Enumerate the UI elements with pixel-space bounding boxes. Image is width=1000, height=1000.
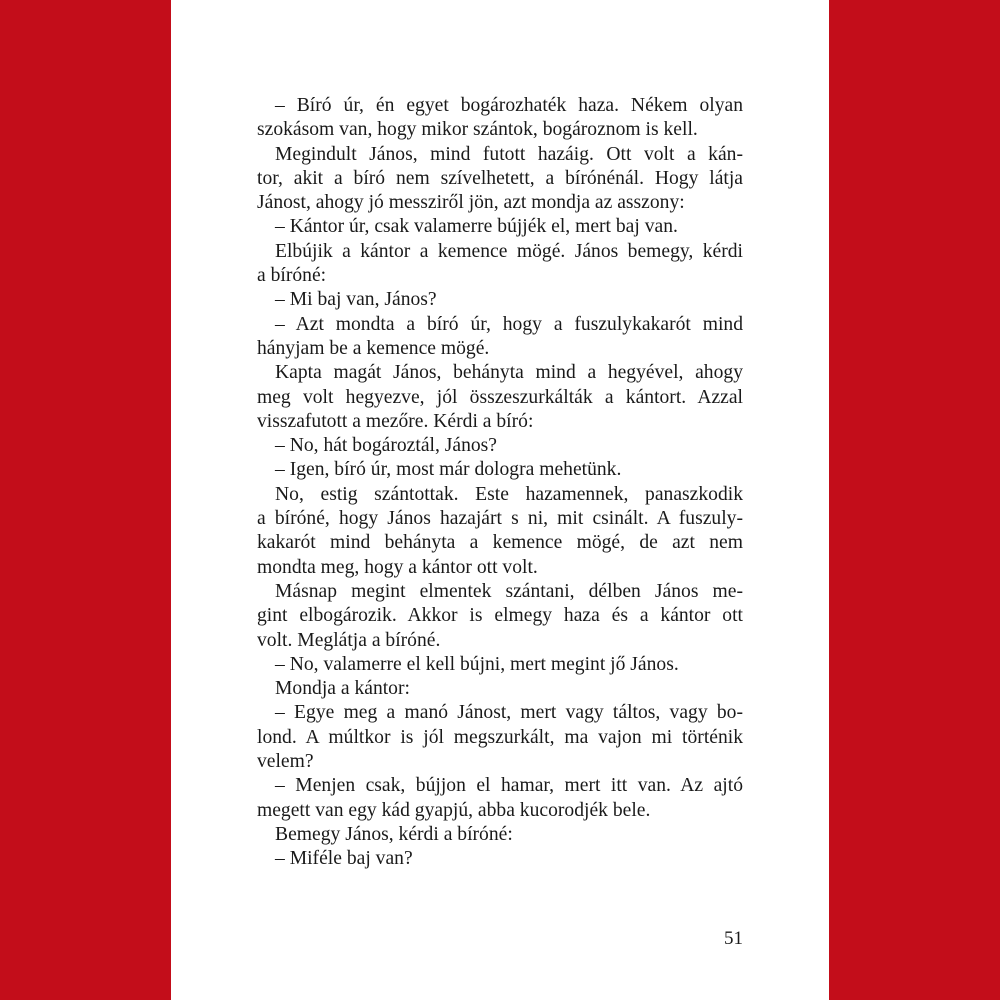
text-line: Jánost, ahogy jó messziről jön, azt mondja az asszony: (257, 192, 685, 214)
text-line: hányjam be a kemence mögé. (257, 337, 490, 359)
text-line: kakarót mind behányta a kemence mögé, de azt nem (257, 532, 743, 554)
text-line: Elbújik a kántor a kemence mögé. János bemegy, kérdi (275, 240, 743, 262)
text-line: lond. A múltkor is jól megszurkált, ma vajon mi történik (257, 726, 743, 748)
text-line: meg volt hegyezve, jól összeszurkálták a kántort. Azzal (257, 386, 743, 408)
text-line: szokásom van, hogy mikor szántok, bogároznom is kell. (257, 119, 698, 141)
text-line: Mondja a kántor: (275, 678, 410, 700)
text-line: – No, hát bogároztál, János? (275, 435, 497, 457)
text-line: mondta meg, hogy a kántor ott volt. (257, 556, 538, 578)
text-line: visszafutott a mezőre. Kérdi a bíró: (257, 410, 534, 432)
text-line: Másnap megint elmentek szántani, délben János me- (275, 580, 743, 602)
text-line: – Bíró úr, én egyet bogározhaték haza. Nékem olyan (275, 95, 743, 116)
text-line: No, estig szántottak. Este hazamennek, panaszkodik (275, 483, 743, 505)
page-number: 51 (724, 928, 743, 949)
text-line: – Kántor úr, csak valamerre bújjék el, mert baj van. (275, 216, 678, 238)
text-line: gint elbogározik. Akkor is elmegy haza és a kántor ott (257, 605, 743, 627)
text-line: – Mi baj van, János? (275, 289, 437, 311)
text-line: volt. Meglátja a bíróné. (257, 629, 441, 651)
text-line: – No, valamerre el kell bújni, mert megint jő János. (275, 653, 679, 675)
book-page (171, 0, 829, 1000)
text-line: megett van egy kád gyapjú, abba kucorodjék bele. (257, 799, 651, 821)
text-line: a bíróné, hogy János hazajárt s ni, mit csinált. A fuszuly- (257, 508, 743, 530)
text-line: a bíróné: (257, 265, 327, 287)
text-line: – Igen, bíró úr, most már dologra mehetünk. (275, 459, 622, 481)
text-line: velem? (257, 751, 314, 773)
text-line: – Azt mondta a bíró úr, hogy a fuszulykakarót mind (275, 313, 743, 335)
text-line: Megindult János, mind futott hazáig. Ott volt a kán- (275, 143, 743, 165)
text-line: – Egye meg a manó Jánost, mert vagy táltos, vagy bo- (275, 702, 743, 724)
page-text-body (257, 94, 743, 872)
text-line: Kapta magát János, behányta mind a hegyével, ahogy (275, 362, 743, 384)
text-line: – Miféle baj van? (275, 848, 413, 870)
text-line: Bemegy János, kérdi a bíróné: (275, 823, 513, 845)
text-line: tor, akit a bíró nem szívelhetett, a bírónénál. Hogy látja (257, 167, 743, 189)
text-line: – Menjen csak, bújjon el hamar, mert itt van. Az ajtó (275, 775, 743, 797)
